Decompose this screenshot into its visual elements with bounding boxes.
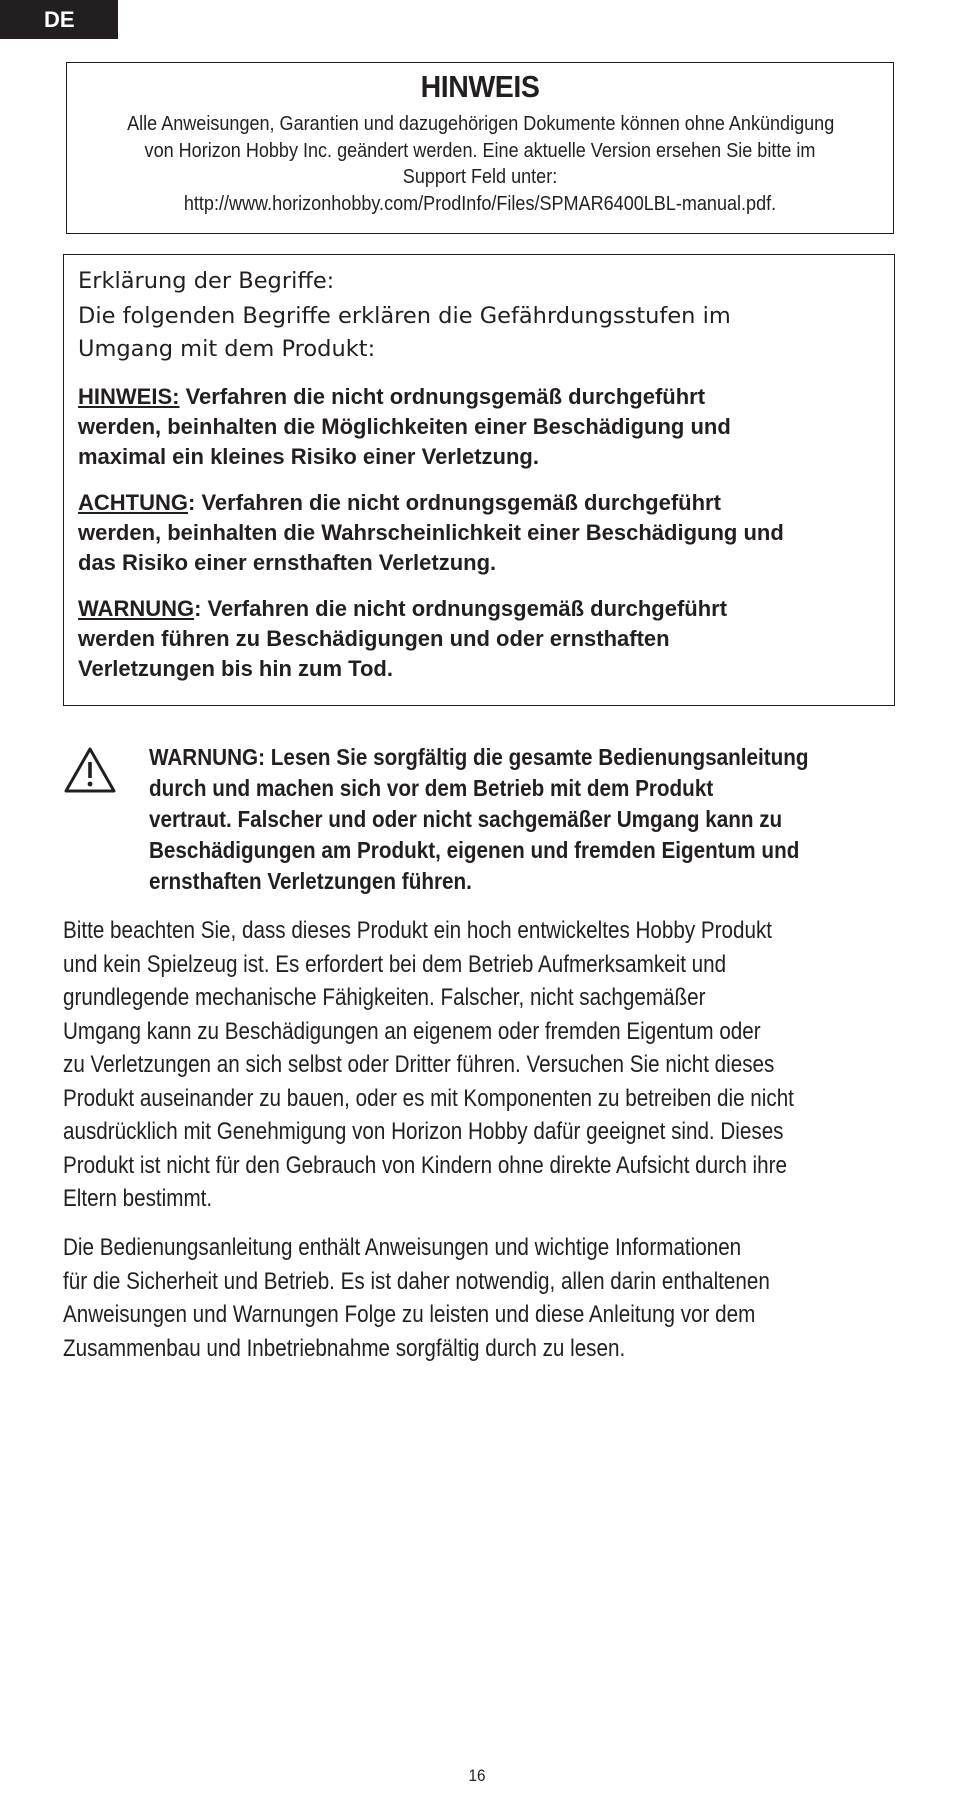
term-label: WARNUNG: [78, 596, 195, 621]
warning-line: Beschädigungen am Produkt, eigenen und fremden Eigentum und: [149, 837, 800, 863]
page-number: 16: [468, 1766, 486, 1785]
term-hinweis: [78, 382, 880, 472]
notice-url: http://www.horizonhobby.com/ProdInfo/Files/SPMAR6400LBL-manual.pdf.: [183, 191, 777, 215]
term-achtung: [78, 488, 880, 578]
term-text: maximal ein kleines Risiko einer Verletzung.: [78, 444, 539, 469]
paragraph-line: für die Sicherheit und Betrieb. Es ist daher notwendig, allen darin enthaltenen: [63, 1267, 770, 1295]
paragraph-line: und kein Spielzeug ist. Es erfordert bei dem Betrieb Aufmerksamkeit und: [63, 950, 727, 978]
warning-line: durch und machen sich vor dem Betrieb mit dem Produkt: [149, 775, 714, 801]
warning-line: WARNUNG: Lesen Sie sorgfältig die gesamte Bedienungsanleitung: [149, 744, 809, 770]
notice-body: [127, 111, 833, 217]
paragraph-line: Die Bedienungsanleitung enthält Anweisungen und wichtige Informationen: [63, 1234, 742, 1261]
term-text: Verfahren die nicht ordnungsgemäß durchgeführt: [179, 384, 706, 409]
paragraph-line: Anweisungen und Warnungen Folge zu leisten und diese Anleitung vor dem: [63, 1301, 756, 1328]
terms-heading: Erklärung der Begriffe:: [78, 268, 335, 294]
notice-title: HINWEIS: [420, 69, 540, 104]
paragraph-line: Zusammenbau und Inbetriebnahme sorgfältig durch zu lesen.: [63, 1334, 626, 1362]
warning-triangle-icon: [63, 746, 117, 794]
warning-text: [149, 742, 835, 897]
warning-line: ernsthaften Verletzungen führen.: [149, 868, 472, 894]
term-text: Verletzungen bis hin zum Tod.: [78, 656, 393, 681]
terms-box: [63, 254, 895, 706]
term-text: : Verfahren die nicht ordnungsgemäß durchgeführt: [188, 490, 721, 515]
paragraph-line: Bitte beachten Sie, dass dieses Produkt ein hoch entwickeltes Hobby Produkt: [63, 917, 773, 944]
warning-line: vertraut. Falscher und oder nicht sachgemäßer Umgang kann zu: [149, 806, 783, 832]
paragraph-line: zu Verletzungen an sich selbst oder Dritter führen. Versuchen Sie nicht dieses: [63, 1051, 775, 1078]
paragraph-line: Eltern bestimmt.: [63, 1185, 213, 1212]
notice-line: Alle Anweisungen, Garantien und dazugehörigen Dokumente können ohne Ankündigung: [127, 112, 835, 135]
paragraph-line: grundlegende mechanische Fähigkeiten. Falscher, nicht sachgemäßer: [63, 984, 706, 1011]
body-paragraph-1: [63, 914, 794, 1216]
term-text: werden führen zu Beschädigungen und oder ernsthaften: [78, 626, 670, 651]
paragraph-line: Produkt ist nicht für den Gebrauch von Kindern ohne direkte Aufsicht durch ihre: [63, 1151, 787, 1179]
term-text: : Verfahren die nicht ordnungsgemäß durchgeführt: [194, 596, 728, 621]
term-text: werden, beinhalten die Wahrscheinlichkeit einer Beschädigung und: [78, 520, 784, 545]
notice-line: von Horizon Hobby Inc. geändert werden. Eine aktuelle Version ersehen Sie bitte im: [144, 138, 816, 162]
paragraph-line: Umgang kann zu Beschädigungen an eigenem oder fremden Eigentum oder: [63, 1017, 761, 1045]
terms-intro: [78, 300, 880, 366]
paragraph-line: ausdrücklich mit Genehmigung von Horizon Hobby dafür geeignet sind. Dieses: [63, 1118, 784, 1145]
notice-box: [66, 62, 894, 234]
term-text: werden, beinhalten die Möglichkeiten einer Beschädigung und: [78, 414, 731, 439]
body-paragraph-2: [63, 1231, 770, 1365]
terms-intro-line: Umgang mit dem Produkt:: [78, 336, 376, 362]
language-tab: DE: [0, 0, 118, 39]
term-label: ACHTUNG: [78, 490, 188, 515]
paragraph-line: Produkt auseinander zu bauen, oder es mit Komponenten zu betreiben die nicht: [63, 1084, 794, 1112]
terms-intro-line: Die folgenden Begriffe erklären die Gefährdungsstufen im: [78, 303, 731, 329]
term-label: HINWEIS:: [78, 384, 180, 409]
term-warnung: [78, 594, 880, 684]
notice-line: Support Feld unter:: [402, 165, 558, 188]
term-text: das Risiko einer ernsthaften Verletzung.: [78, 550, 497, 575]
